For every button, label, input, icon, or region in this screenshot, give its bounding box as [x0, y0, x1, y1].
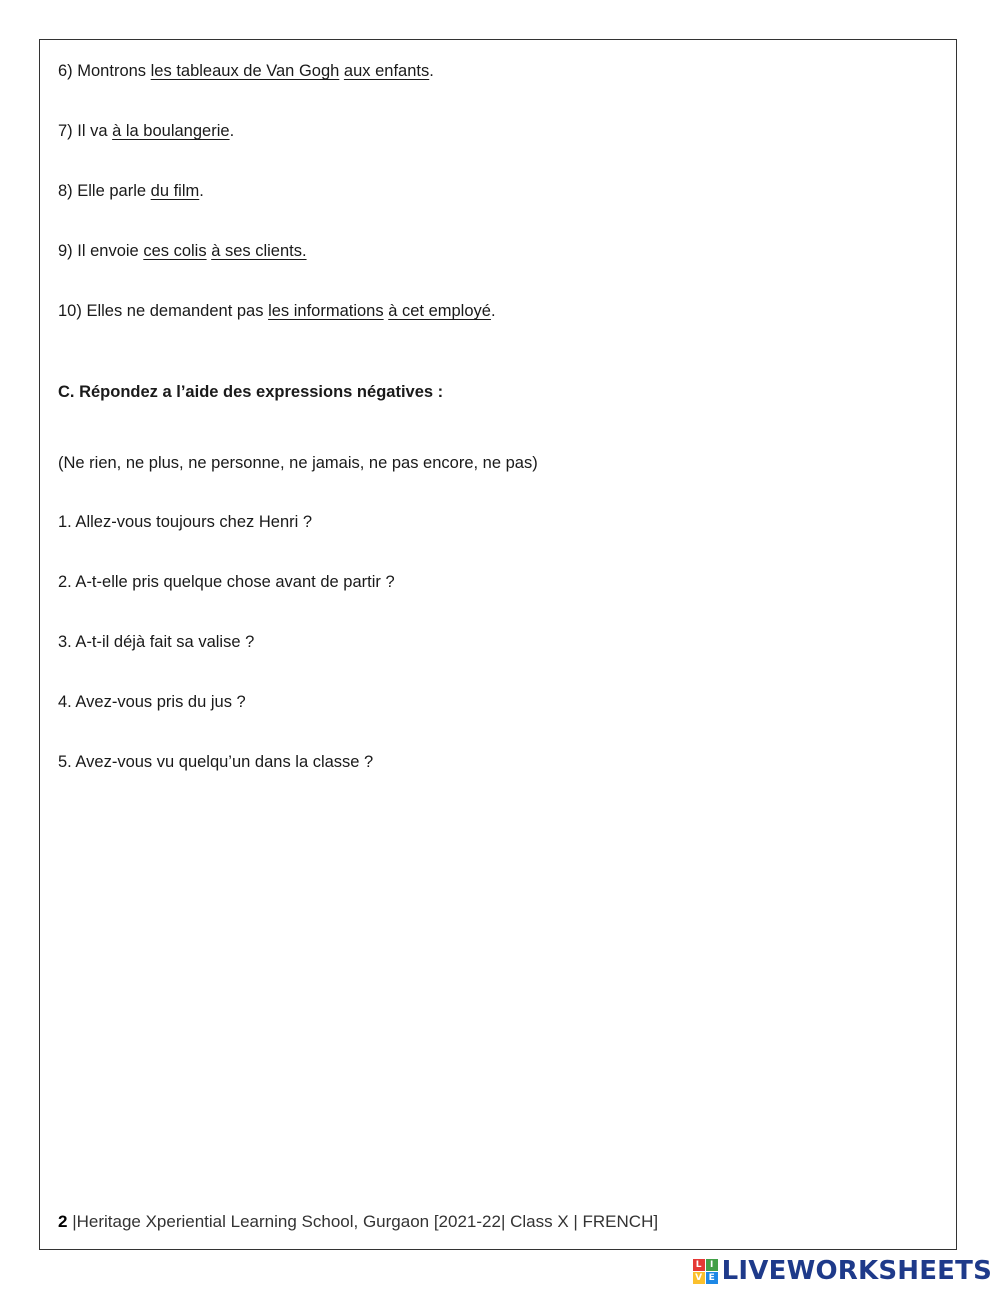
liveworksheets-logo-icon [693, 1259, 718, 1284]
sentence-text: . [429, 62, 434, 80]
logo-letter-l: L [693, 1259, 705, 1271]
sentence-text: . [490, 302, 496, 320]
logo-letter-i: I [706, 1259, 718, 1271]
item-number: 8) [58, 182, 78, 200]
question-2: 2. A-t-elle pris quelque chose avant de partir ? [58, 573, 395, 591]
footer-text: |Heritage Xperiential Learning School, Gurgaon [2021-22| Class X | FRENCH] [67, 1212, 659, 1231]
underlined-complement: à cet employé [388, 302, 491, 320]
underlined-complement: ces colis [143, 242, 207, 260]
logo-letter-e: E [706, 1272, 718, 1284]
underlined-complement: du film [150, 182, 200, 200]
page-footer [58, 1212, 658, 1232]
liveworksheets-wordmark: LIVEWORKSHEETS [721, 1256, 992, 1286]
sentence-text: . [229, 122, 235, 140]
sentence-text: . [199, 182, 204, 200]
question-3: 3. A-t-il déjà fait sa valise ? [58, 633, 255, 651]
sentence-text: Elle parle [77, 182, 151, 200]
section-c-heading: C. Répondez a l’aide des expressions négatives : [58, 383, 444, 401]
underlined-complement: les tableaux de Van Gogh [150, 62, 340, 80]
sentence-text: Montrons [77, 62, 151, 80]
question-5: 5. Avez-vous vu quelqu’un dans la classe ? [58, 753, 374, 771]
exercise-b-item-10 [58, 301, 496, 321]
sentence-text: Il va [77, 122, 113, 140]
underlined-complement: aux enfants [343, 62, 430, 80]
sentence-text: Il envoie [77, 242, 144, 260]
question-4: 4. Avez-vous pris du jus ? [58, 693, 246, 711]
exercise-b-item-7 [58, 121, 234, 141]
sentence-text: Elles ne demandent pas [86, 302, 269, 320]
section-c-hint: (Ne rien, ne plus, ne personne, ne jamais, ne pas encore, ne pas) [58, 454, 538, 472]
item-number: 6) [58, 62, 78, 80]
exercise-b-item-6 [58, 61, 434, 81]
exercise-b-item-9 [58, 241, 307, 261]
item-number: 10) [58, 302, 87, 320]
item-number: 7) [58, 122, 78, 140]
underlined-complement: à ses clients. [211, 242, 307, 260]
liveworksheets-brand [693, 1256, 992, 1286]
exercise-b-item-8 [58, 181, 204, 201]
underlined-complement: les informations [268, 302, 384, 320]
item-number: 9) [58, 242, 78, 260]
underlined-complement: à la boulangerie [112, 122, 230, 140]
page-number: 2 [58, 1212, 68, 1231]
logo-letter-v: V [693, 1272, 705, 1284]
question-1: 1. Allez-vous toujours chez Henri ? [58, 513, 313, 531]
